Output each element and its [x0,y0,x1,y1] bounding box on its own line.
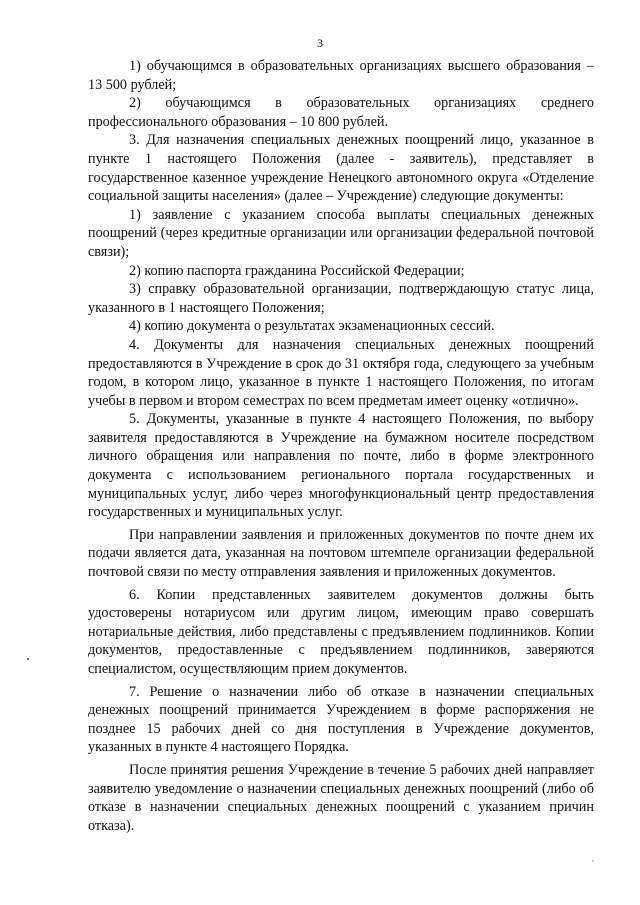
paragraph-clause-7: 7. Решение о назначении либо об отказе в назначении специальных денежных поощрений принимается Учреждением в форме распоряжения не позднее 15 рабочих дней со дня поступления в Учреждение документов, указанных в пункте 4 настоящего Порядка. [88,683,594,756]
paragraph-doc-1-application: 1) заявление с указанием способа выплаты специальных денежных поощрений (через кредитные организации или организации федеральной почтовой связи); [88,206,594,260]
paragraph-clause-3: 3. Для назначения специальных денежных поощрений лицо, указанное в пункте 1 настоящего Положения (далее - заявитель), представляет в государственное казенное учреждение Ненецкого автономного округа «Отделение социальной защиты населения» (далее – Учреждение) следующие документы: [88,132,594,205]
document-body [88,57,594,835]
paragraph-clause-4: 4. Документы для назначения специальных денежных поощрений предоставляются в Учреждение в срок до 31 октября года, следующего за учебным годом, в котором лицо, указанное в пункте 1 настоящего Положения, по итогам учебы в первом и втором семестрах по всем предметам имеет оценку «отлично». [88,336,594,409]
paragraph-doc-4-exam-results: 4) копию документа о результатах экзаменационных сессий. [129,318,495,335]
paragraph-clause-6: 6. Копии представленных заявителем документов должны быть удостоверены нотариусом или другим лицом, имеющим право совершать нотариальные действия, либо представлены с предъявлением подлинников. Копии документов, предоставленные с предъявлением подлинников, заверяются специалистом, осуществляющим прием документов. [88,586,594,677]
scan-speck [592,860,594,862]
paragraph-doc-2-passport: 2) копию паспорта гражданина Российской Федерации; [129,262,465,279]
paragraph-doc-3-certificate: 3) справку образовательной организации, подтверждающую статус лица, указанного в 1 настоящего Положения; [88,281,594,316]
page-number: 3 [317,36,323,50]
paragraph-item-2-secondary-education: 2) обучающимся в образовательных организациях среднего профессионального образования – 10 800 рублей. [88,95,594,130]
paragraph-postal-submission: При направлении заявления и приложенных документов по почте днем их подачи является дата, указанная на почтовом штемпеле организации федеральной почтовой связи по месту отправления заявления и приложенных документов. [88,526,594,581]
paragraph-clause-5: 5. Документы, указанные в пункте 4 настоящего Положения, по выбору заявителя предоставляются в Учреждение на бумажном носителе посредством личного обращения или направления по почте, либо в форме электронного документа с использованием регионального портала государственных и муниципальных услуг, либо через многофункциональный центр предоставления государственных и муниципальных услуг. [88,411,594,521]
scan-speck [27,658,29,660]
paragraph-item-1-higher-education: 1) обучающимся в образовательных организациях высшего образования – 13 500 рублей; [88,58,594,93]
paragraph-notification: После принятия решения Учреждение в течение 5 рабочих дней направляет заявителю уведомление о назначении специальных денежных поощрений (либо об отказе в назначении специальных денежных поощрений с указанием причин отказа). [88,761,594,834]
